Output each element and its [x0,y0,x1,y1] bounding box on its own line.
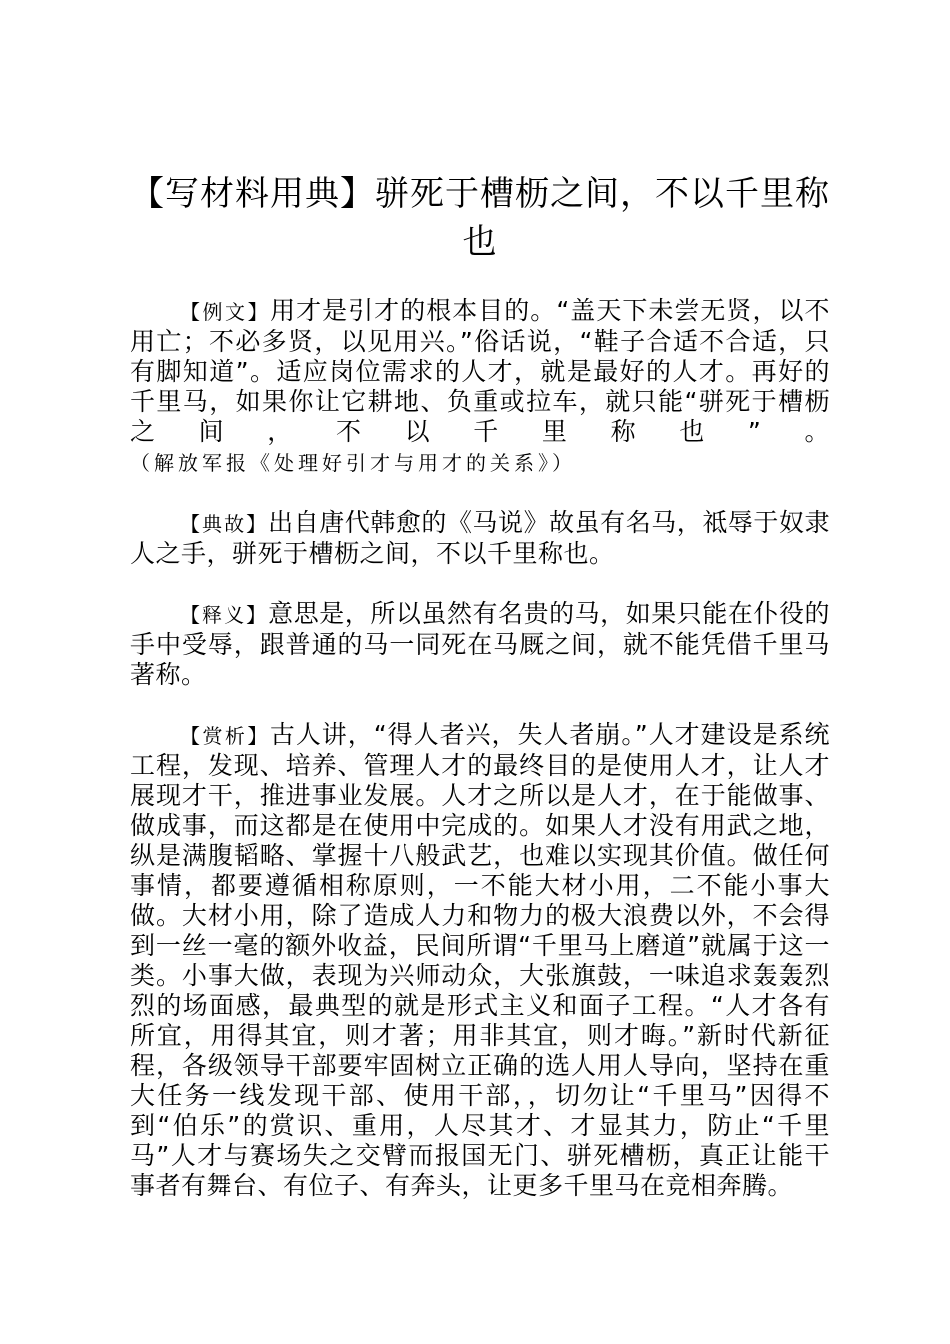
analysis-tag: 【赏析】 [180,724,270,748]
document-title: 【写材料用典】骈死于槽枥之间，不以千里称也 [130,174,830,262]
meaning-paragraph [130,599,830,690]
analysis-body: 古人讲，“得人者兴，失人者崩。”人才建设是系统工程，发现、培养、管理人才的最终目的是使用人才，让人才展现才干，推进事业发展。人才之所以是人才，在于能做事、做成事，而这都是在使用中完成的。如果人才没有用武之地，纵是满腹韬略、掌握十八般武艺，也难以实现其价值。做任何事情，都要遵循相称原则，一不能大材小用，二不能小事大做。大材小用，除了造成人力和物力的极大浪费以外，不会得到一丝一毫的额外收益，民间所谓“千里马上磨道”就属于这一类。小事大做，表现为兴师动众，大张旗鼓，一味追求轰轰烈烈的场面感，最典型的就是形式主义和面子工程。“人才各有所宜，用得其宜，则才著；用非其宜，则才晦。”新时代新征程，各级领导干部要牢固树立正确的选人用人导向，坚持在重大任务一线发现干部、使用干部，，切勿让“千里马”因得不到“伯乐”的赏识、重用，人尽其才、才显其力，防止“千里马”人才与赛场失之交臂而报国无门、骈死槽枥，真正让能干事者有舞台、有位子、有奔头，让更多千里马在竞相奔腾。 [130,720,831,1200]
example-tag: 【例文】 [180,300,271,324]
example-source: （解放军报《处理好引才与用才的关系》） [130,451,576,475]
example-paragraph [130,296,830,478]
allusion-paragraph [130,508,830,569]
analysis-paragraph [130,720,830,1201]
meaning-body: 意思是，所以虽然有名贵的马，如果只能在仆役的手中受辱，跟普通的马一同死在马厩之间，就不能凭借千里马著称。 [130,599,831,689]
allusion-body: 出自唐代韩愈的《马说》故虽有名马，祗辱于奴隶人之手，骈死于槽枥之间，不以千里称也。 [130,508,831,568]
allusion-tag: 【典故】 [180,512,269,536]
example-body: 用才是引才的根本目的。“盖天下未尝无贤，以不用亡；不必多贤，以见用兴。”俗话说，“鞋子合适不合适，只有脚知道”。适应岗位需求的人才，就是最好的人才。再好的千里马，如果你让它耕地、负重或拉车，就只能“骈死于槽枥之间，不以千里称也”。 [130,296,830,446]
meaning-tag: 【释义】 [180,603,269,627]
document-page [130,170,830,1231]
